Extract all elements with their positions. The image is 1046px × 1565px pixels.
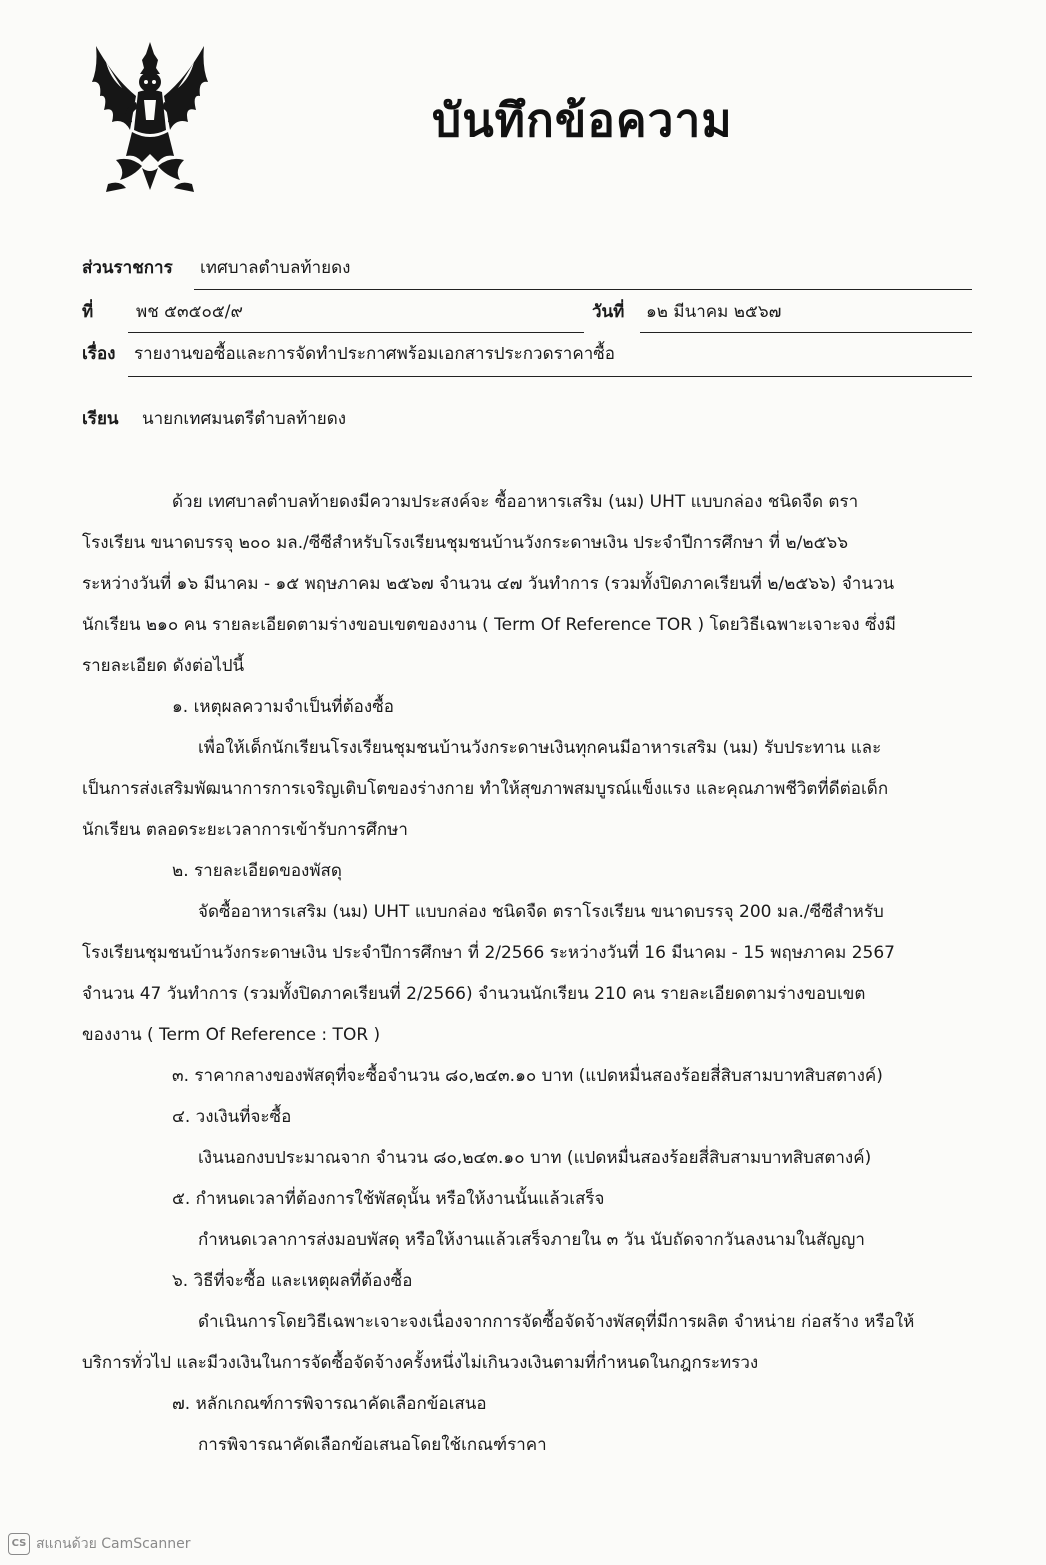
ref-value: พช ๕๓๕๐๕/๙ bbox=[136, 302, 243, 322]
date-underline bbox=[640, 332, 972, 333]
camscanner-logo-icon: CS bbox=[8, 1533, 30, 1555]
agency-underline bbox=[194, 289, 972, 290]
intro-line: ระหว่างวันที่ ๑๖ มีนาคม - ๑๕ พฤษภาคม ๒๕๖๗ จำนวน ๔๗ วันทำการ (รวมทั้งปิดภาคเรียนที่ ๒/๒๕๖๖) จำนวน bbox=[82, 574, 895, 594]
section-6-line: ดำเนินการโดยวิธีเฉพาะเจาะจงเนื่องจากการจัดซื้อจัดจ้างพัสดุที่มีการผลิต จำหน่าย ก่อสร้าง หรือให้ bbox=[198, 1312, 915, 1332]
agency-row bbox=[82, 254, 173, 281]
to-value: นายกเทศมนตรีตำบลท้ายดง bbox=[142, 409, 347, 429]
date-value: ๑๒ มีนาคม ๒๕๖๗ bbox=[646, 302, 782, 322]
intro-line: นักเรียน ๒๑๐ คน รายละเอียดตามร่างขอบเขตของงาน ( Term Of Reference TOR ) โดยวิธีเฉพาะเจาะจง ซึ่งมี bbox=[82, 615, 897, 635]
section-2-line: จำนวน 47 วันทำการ (รวมทั้งปิดภาคเรียนที่ 2/2566) จำนวนนักเรียน 210 คน รายละเอียดตามร่างขอบเขต bbox=[82, 984, 866, 1004]
section-5-line: กำหนดเวลาการส่งมอบพัสดุ หรือให้งานแล้วเสร็จภายใน ๓ วัน นับถัดจากวันลงนามในสัญญา bbox=[198, 1230, 865, 1250]
memo-title: บันทึกข้อความ bbox=[432, 93, 733, 147]
section-2-line: จัดซื้ออาหารเสริม (นม) UHT แบบกล่อง ชนิดจืด ตราโรงเรียน ขนาดบรรจุ 200 มล./ซีซีสำหรับ bbox=[198, 902, 884, 922]
to-row bbox=[82, 405, 119, 432]
section-1-line: เพื่อให้เด็กนักเรียนโรงเรียนชุมชนบ้านวังกระดาษเงินทุกคนมีอาหารเสริม (นม) รับประทาน และ bbox=[198, 738, 882, 758]
section-1-line: นักเรียน ตลอดระยะเวลาการเข้ารับการศึกษา bbox=[82, 820, 408, 840]
section-6-heading: ๖. วิธีที่จะซื้อ และเหตุผลที่ต้องซื้อ bbox=[172, 1271, 413, 1291]
section-4-heading: ๔. วงเงินที่จะซื้อ bbox=[172, 1107, 292, 1127]
ref-underline bbox=[128, 332, 584, 333]
section-7-heading: ๗. หลักเกณฑ์การพิจารณาคัดเลือกข้อเสนอ bbox=[172, 1394, 487, 1414]
agency-label: ส่วนราชการ bbox=[82, 258, 173, 278]
section-5-heading: ๕. กำหนดเวลาที่ต้องการใช้พัสดุนั้น หรือให้งานนั้นแล้วเสร็จ bbox=[172, 1189, 605, 1209]
intro-line: โรงเรียน ขนาดบรรจุ ๒๐๐ มล./ซีซีสำหรับโรงเรียนชุมชนบ้านวังกระดาษเงิน ประจำปีการศึกษา ที่ ๒/๒๕๖๖ bbox=[82, 533, 849, 553]
intro-paragraph bbox=[82, 482, 972, 687]
section-2-heading: ๒. รายละเอียดของพัสดุ bbox=[172, 861, 342, 881]
section-7-line: การพิจารณาคัดเลือกข้อเสนอโดยใช้เกณฑ์ราคา bbox=[198, 1435, 547, 1455]
memo-body bbox=[82, 482, 972, 1466]
subject-value: รายงานขอซื้อและการจัดทำประกาศพร้อมเอกสารประกวดราคาซื้อ bbox=[134, 344, 615, 364]
date-label: วันที่ bbox=[592, 302, 625, 322]
intro-line: ด้วย เทศบาลตำบลท้ายดงมีความประสงค์จะ ซื้ออาหารเสริม (นม) UHT แบบกล่อง ชนิดจืด ตรา bbox=[172, 492, 859, 512]
section-3-heading: ๓. ราคากลางของพัสดุที่จะซื้อจำนวน ๘๐,๒๔๓.๑๐ บาท (แปดหมื่นสองร้อยสี่สิบสามบาทสิบสตางค์) bbox=[172, 1066, 883, 1086]
garuda-emblem-icon bbox=[86, 38, 214, 196]
ref-label: ที่ bbox=[82, 302, 94, 322]
subject-row bbox=[82, 340, 115, 367]
to-label: เรียน bbox=[82, 409, 119, 429]
section-2-line: ของงาน ( Term Of Reference : TOR ) bbox=[82, 1025, 381, 1045]
intro-line: รายละเอียด ดังต่อไปนี้ bbox=[82, 656, 245, 676]
section-1-line: เป็นการส่งเสริมพัฒนาการการเจริญเติบโตของร่างกาย ทำให้สุขภาพสมบูรณ์แข็งแรง และคุณภาพชีวิตที่ดีต่อเด็ก bbox=[82, 779, 889, 799]
section-4-line: เงินนอกงบประมาณจาก จำนวน ๘๐,๒๔๓.๑๐ บาท (แปดหมื่นสองร้อยสี่สิบสามบาทสิบสตางค์) bbox=[198, 1148, 872, 1168]
section-6-line: บริการทั่วไป และมีวงเงินในการจัดซื้อจัดจ้างครั้งหนึ่งไม่เกินวงเงินตามที่กำหนดในกฎกระทรวง bbox=[82, 1353, 759, 1373]
section-2-line: โรงเรียนชุมชนบ้านวังกระดาษเงิน ประจำปีการศึกษา ที่ 2/2566 ระหว่างวันที่ 16 มีนาคม - 15 พฤษภาคม 2567 bbox=[82, 943, 895, 963]
camscanner-watermark bbox=[8, 1533, 191, 1555]
agency-value: เทศบาลตำบลท้ายดง bbox=[200, 258, 351, 278]
section-1-heading: ๑. เหตุผลความจำเป็นที่ต้องซื้อ bbox=[172, 697, 394, 717]
date-row bbox=[592, 298, 624, 325]
subject-underline bbox=[128, 376, 972, 377]
subject-label: เรื่อง bbox=[82, 344, 116, 364]
camscanner-text: สแกนด้วย CamScanner bbox=[36, 1536, 191, 1552]
ref-row bbox=[82, 298, 93, 325]
